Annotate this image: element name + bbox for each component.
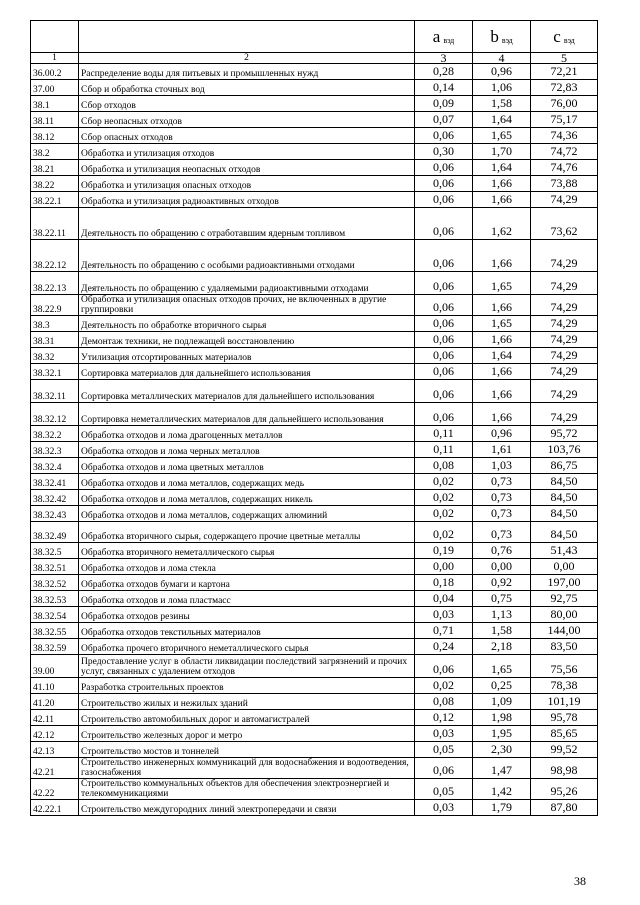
table-row xyxy=(31,639,598,655)
row-name: Обработка отходов и лома металлов, содержащих медь xyxy=(79,474,415,490)
table-row xyxy=(31,295,598,316)
row-code: 41.10 xyxy=(31,678,79,694)
row-value-c: 85,65 xyxy=(531,726,598,742)
row-value-c: 74,29 xyxy=(531,240,598,272)
table-row xyxy=(31,522,598,543)
row-value-c: 73,88 xyxy=(531,176,598,192)
row-name: Деятельность по обращению с отработавшим ядерным топливом xyxy=(79,208,415,240)
row-code: 38.32.55 xyxy=(31,623,79,639)
row-code: 38.32.59 xyxy=(31,639,79,655)
row-value-a: 0,06 xyxy=(415,380,473,403)
row-value-c: 98,98 xyxy=(531,758,598,779)
row-code: 38.32.54 xyxy=(31,607,79,623)
row-name: Сортировка материалов для дальнейшего использования xyxy=(79,364,415,380)
header-cell-name xyxy=(79,21,415,53)
row-value-c: 74,29 xyxy=(531,364,598,380)
row-value-b: 1,65 xyxy=(473,128,531,144)
row-code: 38.32.49 xyxy=(31,522,79,543)
row-value-a: 0,06 xyxy=(415,316,473,332)
row-value-b: 1,70 xyxy=(473,144,531,160)
row-value-a: 0,08 xyxy=(415,458,473,474)
row-value-a: 0,09 xyxy=(415,96,473,112)
row-value-b: 1,09 xyxy=(473,694,531,710)
page-number: 38 xyxy=(574,874,586,888)
table-row xyxy=(31,726,598,742)
row-value-c: 101,19 xyxy=(531,694,598,710)
table-row xyxy=(31,426,598,442)
row-value-a: 0,06 xyxy=(415,295,473,316)
row-name: Демонтаж техники, не подлежащей восстановлению xyxy=(79,332,415,348)
row-name: Обработка и утилизация радиоактивных отходов xyxy=(79,192,415,208)
table-row xyxy=(31,710,598,726)
row-value-c: 51,43 xyxy=(531,543,598,559)
row-value-b: 1,98 xyxy=(473,710,531,726)
header-row xyxy=(31,21,598,53)
row-name: Обработка отходов и лома стекла xyxy=(79,559,415,575)
row-value-c: 74,76 xyxy=(531,160,598,176)
row-name: Обработка и утилизация опасных отходов прочих, не включенных в другие группировки xyxy=(79,295,415,316)
row-value-c: 84,50 xyxy=(531,474,598,490)
table-row xyxy=(31,348,598,364)
row-value-b: 1,13 xyxy=(473,607,531,623)
row-code: 38.22.12 xyxy=(31,240,79,272)
row-code: 38.32.11 xyxy=(31,380,79,403)
row-value-c: 78,38 xyxy=(531,678,598,694)
table-row xyxy=(31,655,598,678)
row-value-a: 0,02 xyxy=(415,522,473,543)
table-row xyxy=(31,208,598,240)
row-name: Обработка отходов и лома черных металлов xyxy=(79,442,415,458)
row-value-a: 0,06 xyxy=(415,208,473,240)
row-value-b: 1,66 xyxy=(473,240,531,272)
row-value-b: 1,03 xyxy=(473,458,531,474)
row-value-a: 0,05 xyxy=(415,742,473,758)
row-value-b: 0,00 xyxy=(473,559,531,575)
row-value-a: 0,06 xyxy=(415,160,473,176)
row-name: Сбор опасных отходов xyxy=(79,128,415,144)
row-value-b: 0,92 xyxy=(473,575,531,591)
row-value-c: 84,50 xyxy=(531,490,598,506)
row-value-a: 0,04 xyxy=(415,591,473,607)
row-value-c: 197,00 xyxy=(531,575,598,591)
row-code: 42.22 xyxy=(31,779,79,800)
table-row xyxy=(31,272,598,295)
row-code: 38.32.53 xyxy=(31,591,79,607)
row-value-a: 0,12 xyxy=(415,710,473,726)
row-name: Сортировка неметаллических материалов для дальнейшего использования xyxy=(79,403,415,426)
table-row xyxy=(31,607,598,623)
row-code: 42.13 xyxy=(31,742,79,758)
row-value-a: 0,03 xyxy=(415,607,473,623)
row-value-a: 0,03 xyxy=(415,800,473,816)
row-code: 38.22.9 xyxy=(31,295,79,316)
row-code: 38.11 xyxy=(31,112,79,128)
row-code: 38.32.12 xyxy=(31,403,79,426)
row-value-b: 1,64 xyxy=(473,112,531,128)
row-code: 38.32 xyxy=(31,348,79,364)
row-value-a: 0,06 xyxy=(415,176,473,192)
header-cell-c: c $_{вэд}$ xyxy=(531,21,598,53)
row-value-c: 83,50 xyxy=(531,639,598,655)
row-value-c: 92,75 xyxy=(531,591,598,607)
table-row xyxy=(31,506,598,522)
column-index-cell: 4 xyxy=(473,53,531,64)
row-code: 38.32.3 xyxy=(31,442,79,458)
row-code: 42.12 xyxy=(31,726,79,742)
row-code: 38.32.2 xyxy=(31,426,79,442)
row-code: 41.20 xyxy=(31,694,79,710)
row-value-b: 1,65 xyxy=(473,272,531,295)
column-index-cell: 1 xyxy=(31,53,79,64)
row-value-b: 1,66 xyxy=(473,295,531,316)
row-code: 38.32.51 xyxy=(31,559,79,575)
table-row xyxy=(31,316,598,332)
row-value-c: 74,29 xyxy=(531,403,598,426)
table-row xyxy=(31,442,598,458)
row-value-a: 0,30 xyxy=(415,144,473,160)
row-name: Сбор неопасных отходов xyxy=(79,112,415,128)
row-value-a: 0,06 xyxy=(415,758,473,779)
row-value-c: 74,29 xyxy=(531,316,598,332)
row-code: 38.32.1 xyxy=(31,364,79,380)
row-value-b: 1,66 xyxy=(473,380,531,403)
row-value-a: 0,02 xyxy=(415,678,473,694)
row-value-b: 2,30 xyxy=(473,742,531,758)
row-code: 38.22.11 xyxy=(31,208,79,240)
row-value-a: 0,06 xyxy=(415,128,473,144)
table-row xyxy=(31,779,598,800)
row-code: 38.22.1 xyxy=(31,192,79,208)
row-value-a: 0,24 xyxy=(415,639,473,655)
table-row xyxy=(31,758,598,779)
row-name: Обработка прочего вторичного неметаллического сырья xyxy=(79,639,415,655)
row-value-a: 0,06 xyxy=(415,240,473,272)
table-row xyxy=(31,80,598,96)
table-row xyxy=(31,543,598,559)
row-value-c: 84,50 xyxy=(531,506,598,522)
table-row xyxy=(31,112,598,128)
row-value-a: 0,28 xyxy=(415,64,473,80)
row-code: 36.00.2 xyxy=(31,64,79,80)
row-value-b: 1,95 xyxy=(473,726,531,742)
row-name: Сортировка металлических материалов для дальнейшего использования xyxy=(79,380,415,403)
row-value-c: 144,00 xyxy=(531,623,598,639)
row-name: Обработка вторичного неметаллического сырья xyxy=(79,543,415,559)
row-code: 38.12 xyxy=(31,128,79,144)
row-value-a: 0,11 xyxy=(415,442,473,458)
column-index-cell: 3 xyxy=(415,53,473,64)
row-code: 42.11 xyxy=(31,710,79,726)
table-row xyxy=(31,380,598,403)
row-value-a: 0,11 xyxy=(415,426,473,442)
column-index-cell: 2 xyxy=(79,53,415,64)
row-value-a: 0,03 xyxy=(415,726,473,742)
table-row xyxy=(31,575,598,591)
table-row xyxy=(31,591,598,607)
row-name: Сбор и обработка сточных вод xyxy=(79,80,415,96)
row-value-b: 1,64 xyxy=(473,348,531,364)
table-row xyxy=(31,403,598,426)
row-code: 38.31 xyxy=(31,332,79,348)
row-name: Обработка отходов текстильных материалов xyxy=(79,623,415,639)
row-name: Обработка отходов и лома драгоценных металлов xyxy=(79,426,415,442)
row-name: Обработка отходов бумаги и картона xyxy=(79,575,415,591)
row-name: Обработка отходов и лома пластмасс xyxy=(79,591,415,607)
row-value-c: 74,36 xyxy=(531,128,598,144)
row-name: Утилизация отсортированных материалов xyxy=(79,348,415,364)
row-code: 38.32.5 xyxy=(31,543,79,559)
table-row xyxy=(31,240,598,272)
row-value-c: 87,80 xyxy=(531,800,598,816)
row-name: Строительство автомобильных дорог и автомагистралей xyxy=(79,710,415,726)
table-row xyxy=(31,96,598,112)
table-row xyxy=(31,490,598,506)
row-value-c: 74,29 xyxy=(531,192,598,208)
table-row xyxy=(31,160,598,176)
row-code: 38.32.41 xyxy=(31,474,79,490)
row-name: Строительство инженерных коммуникаций для водоснабжения и водоотведения, газоснабжения xyxy=(79,758,415,779)
row-value-b: 0,25 xyxy=(473,678,531,694)
row-value-a: 0,06 xyxy=(415,272,473,295)
table-row xyxy=(31,559,598,575)
row-value-a: 0,00 xyxy=(415,559,473,575)
row-code: 38.32.52 xyxy=(31,575,79,591)
row-value-c: 72,83 xyxy=(531,80,598,96)
row-value-a: 0,06 xyxy=(415,348,473,364)
header-cell-b: b $_{вэд}$ xyxy=(473,21,531,53)
table-row xyxy=(31,800,598,816)
table-row xyxy=(31,623,598,639)
row-value-b: 0,96 xyxy=(473,64,531,80)
row-value-b: 0,73 xyxy=(473,474,531,490)
row-code: 38.3 xyxy=(31,316,79,332)
row-value-c: 86,75 xyxy=(531,458,598,474)
row-code: 38.22 xyxy=(31,176,79,192)
row-value-a: 0,19 xyxy=(415,543,473,559)
row-name: Сбор отходов xyxy=(79,96,415,112)
row-value-a: 0,71 xyxy=(415,623,473,639)
row-value-c: 84,50 xyxy=(531,522,598,543)
row-value-a: 0,06 xyxy=(415,364,473,380)
table-row xyxy=(31,458,598,474)
table-row xyxy=(31,176,598,192)
row-name: Обработка вторичного сырья, содержащего прочие цветные металлы xyxy=(79,522,415,543)
row-code: 38.32.42 xyxy=(31,490,79,506)
row-value-c: 74,29 xyxy=(531,332,598,348)
row-value-a: 0,06 xyxy=(415,655,473,678)
row-value-b: 1,66 xyxy=(473,364,531,380)
row-value-a: 0,02 xyxy=(415,490,473,506)
row-name: Распределение воды для питьевых и промышленных нужд xyxy=(79,64,415,80)
row-name: Строительство жилых и нежилых зданий xyxy=(79,694,415,710)
row-value-a: 0,18 xyxy=(415,575,473,591)
row-code: 38.22.13 xyxy=(31,272,79,295)
row-value-b: 0,76 xyxy=(473,543,531,559)
row-value-a: 0,06 xyxy=(415,332,473,348)
row-value-a: 0,08 xyxy=(415,694,473,710)
row-value-c: 76,00 xyxy=(531,96,598,112)
table-row xyxy=(31,474,598,490)
row-value-c: 95,72 xyxy=(531,426,598,442)
row-value-a: 0,14 xyxy=(415,80,473,96)
row-value-b: 1,58 xyxy=(473,96,531,112)
row-value-c: 95,78 xyxy=(531,710,598,726)
row-value-c: 103,76 xyxy=(531,442,598,458)
row-value-b: 1,62 xyxy=(473,208,531,240)
row-value-b: 0,96 xyxy=(473,426,531,442)
row-value-c: 73,62 xyxy=(531,208,598,240)
row-value-c: 95,26 xyxy=(531,779,598,800)
row-code: 42.22.1 xyxy=(31,800,79,816)
row-code: 39.00 xyxy=(31,655,79,678)
row-value-b: 1,42 xyxy=(473,779,531,800)
row-value-b: 0,73 xyxy=(473,522,531,543)
row-value-c: 74,29 xyxy=(531,348,598,364)
table-row xyxy=(31,678,598,694)
row-name: Обработка отходов резины xyxy=(79,607,415,623)
header-cell-code xyxy=(31,21,79,53)
row-value-b: 1,61 xyxy=(473,442,531,458)
row-value-c: 80,00 xyxy=(531,607,598,623)
row-value-b: 1,47 xyxy=(473,758,531,779)
header-cell-a: a $_{вэд}$ xyxy=(415,21,473,53)
coefficients-table xyxy=(30,20,598,816)
row-value-a: 0,06 xyxy=(415,403,473,426)
row-value-b: 1,66 xyxy=(473,176,531,192)
row-name: Строительство железных дорог и метро xyxy=(79,726,415,742)
row-value-c: 74,29 xyxy=(531,272,598,295)
row-value-b: 0,75 xyxy=(473,591,531,607)
row-value-c: 75,56 xyxy=(531,655,598,678)
row-value-b: 2,18 xyxy=(473,639,531,655)
table-row xyxy=(31,64,598,80)
table-row xyxy=(31,128,598,144)
row-name: Строительство мостов и тоннелей xyxy=(79,742,415,758)
row-value-b: 1,64 xyxy=(473,160,531,176)
table-row xyxy=(31,332,598,348)
row-value-a: 0,07 xyxy=(415,112,473,128)
row-value-c: 99,52 xyxy=(531,742,598,758)
row-value-c: 75,17 xyxy=(531,112,598,128)
row-name: Обработка отходов и лома металлов, содержащих алюминий xyxy=(79,506,415,522)
column-index-cell: 5 xyxy=(531,53,598,64)
row-code: 38.32.43 xyxy=(31,506,79,522)
row-name: Обработка отходов и лома цветных металлов xyxy=(79,458,415,474)
table-row xyxy=(31,144,598,160)
row-name: Разработка строительных проектов xyxy=(79,678,415,694)
row-value-c: 74,29 xyxy=(531,295,598,316)
row-value-a: 0,06 xyxy=(415,192,473,208)
row-name: Деятельность по обращению с особыми радиоактивными отходами xyxy=(79,240,415,272)
row-value-c: 74,72 xyxy=(531,144,598,160)
row-value-a: 0,02 xyxy=(415,506,473,522)
row-value-c: 72,21 xyxy=(531,64,598,80)
table-row xyxy=(31,192,598,208)
table-body xyxy=(31,21,598,816)
row-value-b: 0,73 xyxy=(473,506,531,522)
row-code: 42.21 xyxy=(31,758,79,779)
row-value-b: 1,06 xyxy=(473,80,531,96)
row-value-b: 1,65 xyxy=(473,316,531,332)
row-value-b: 0,73 xyxy=(473,490,531,506)
row-value-a: 0,05 xyxy=(415,779,473,800)
row-value-b: 1,66 xyxy=(473,403,531,426)
row-value-c: 74,29 xyxy=(531,380,598,403)
row-code: 37.00 xyxy=(31,80,79,96)
row-value-c: 0,00 xyxy=(531,559,598,575)
table-row xyxy=(31,364,598,380)
row-code: 38.21 xyxy=(31,160,79,176)
row-name: Строительство междугородних линий электропередачи и связи xyxy=(79,800,415,816)
row-value-a: 0,02 xyxy=(415,474,473,490)
row-name: Обработка отходов и лома металлов, содержащих никель xyxy=(79,490,415,506)
row-name: Деятельность по обработке вторичного сырья xyxy=(79,316,415,332)
row-code: 38.2 xyxy=(31,144,79,160)
row-value-b: 1,66 xyxy=(473,332,531,348)
row-value-b: 1,65 xyxy=(473,655,531,678)
row-code: 38.32.4 xyxy=(31,458,79,474)
row-name: Обработка и утилизация неопасных отходов xyxy=(79,160,415,176)
row-name: Обработка и утилизация отходов xyxy=(79,144,415,160)
table-row xyxy=(31,694,598,710)
row-value-b: 1,66 xyxy=(473,192,531,208)
row-value-b: 1,58 xyxy=(473,623,531,639)
row-name: Деятельность по обращению с удаляемыми радиоактивными отходами xyxy=(79,272,415,295)
row-name: Обработка и утилизация опасных отходов xyxy=(79,176,415,192)
row-name: Предоставление услуг в области ликвидации последствий загрязнений и прочих услуг, связанных с удалением отходов xyxy=(79,655,415,678)
table-row xyxy=(31,742,598,758)
row-code: 38.1 xyxy=(31,96,79,112)
row-value-b: 1,79 xyxy=(473,800,531,816)
column-index-row xyxy=(31,53,598,64)
row-name: Строительство коммунальных объектов для обеспечения электроэнергией и телекоммуникациями xyxy=(79,779,415,800)
